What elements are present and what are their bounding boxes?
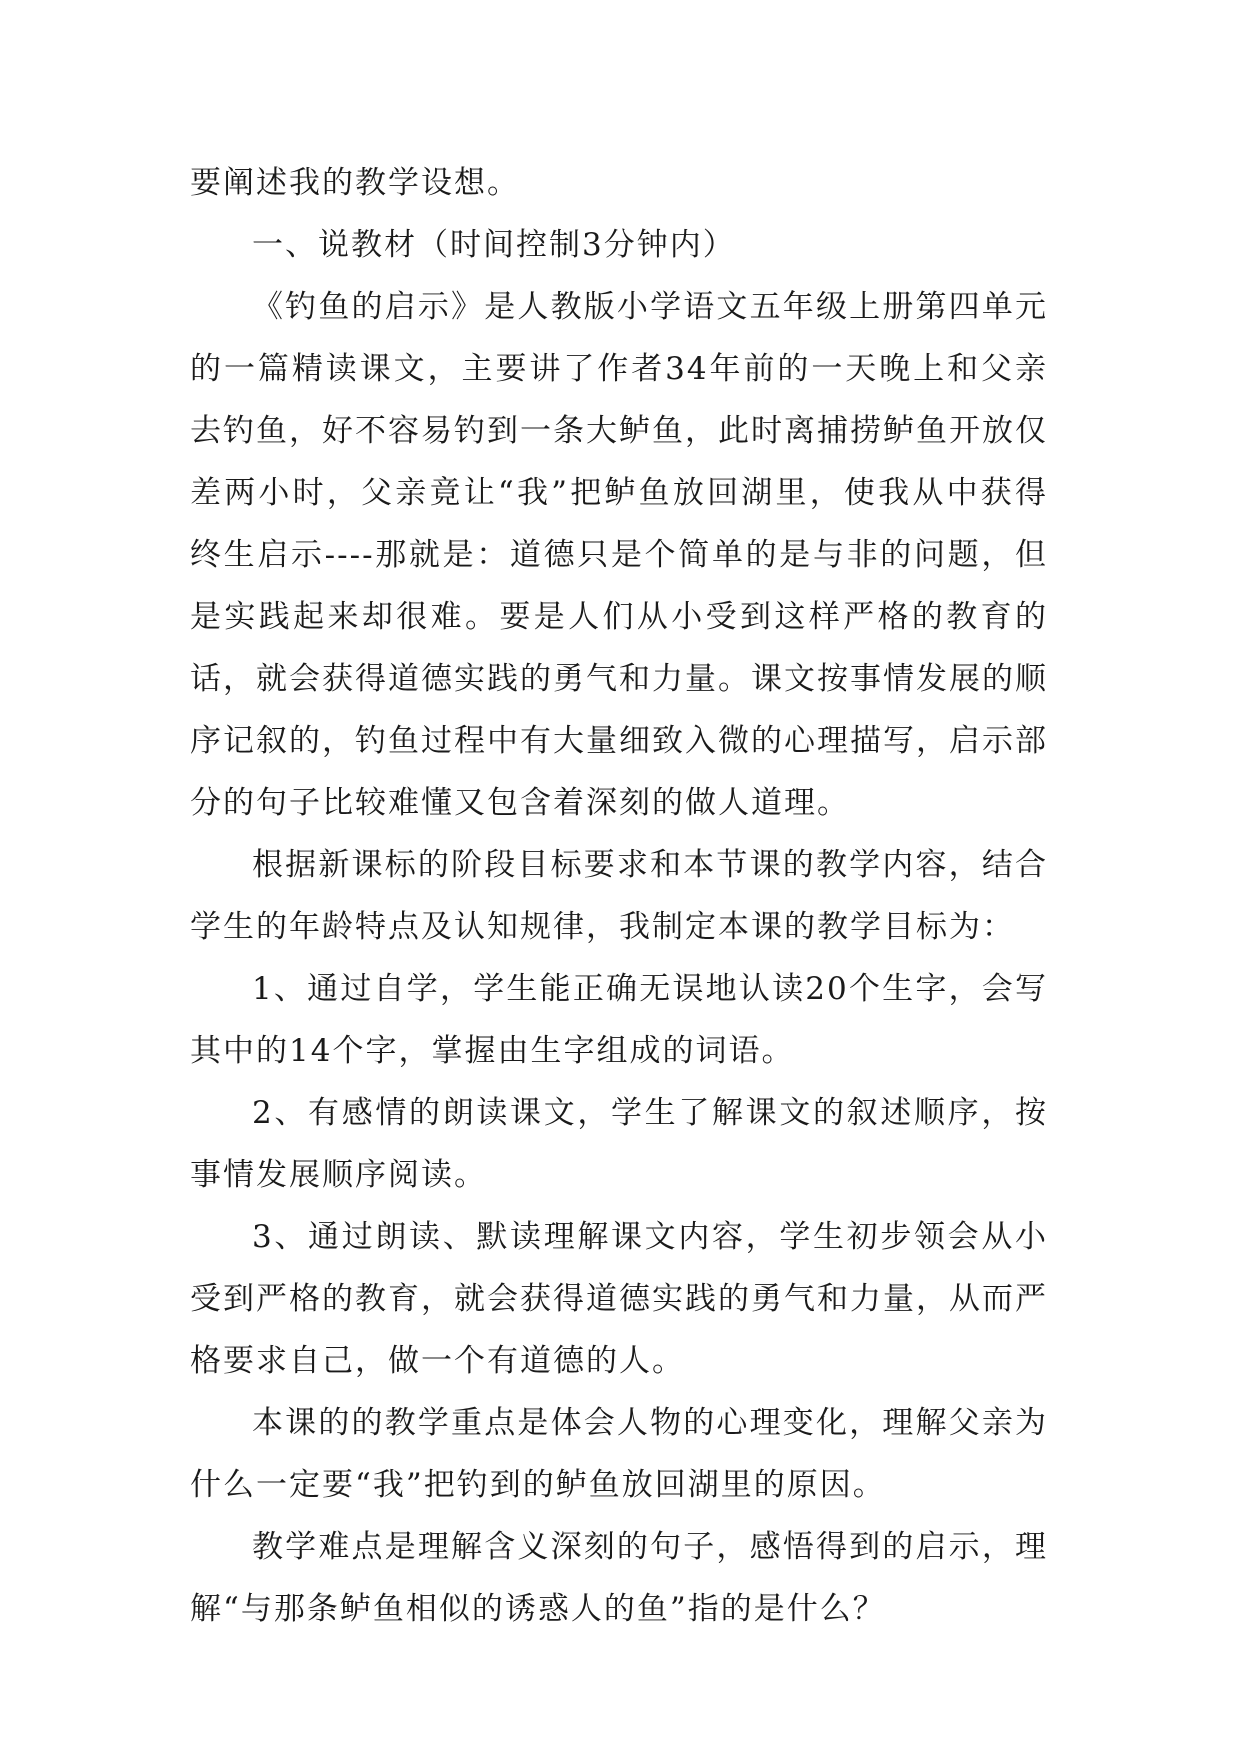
section-heading-textbook: 一、说教材（时间控制3分钟内） — [252, 227, 736, 263]
paragraph-goal-3: 3、通过朗读、默读理解课文内容，学生初步领会从小受到严格的教育，就会获得道德实践的勇气和力量，从而严格要求自己，做一个有道德的人。 — [190, 1219, 1048, 1379]
paragraph-difficulty: 教学难点是理解含义深刻的句子，感悟得到的启示，理解“与那条鲈鱼相似的诱惑人的鱼”指的是什么？ — [190, 1529, 1048, 1627]
paragraph-goal-2: 2、有感情的朗读课文，学生了解课文的叙述顺序，按事情发展顺序阅读。 — [190, 1095, 1048, 1193]
paragraph-text-intro: 《钓鱼的启示》是人教版小学语文五年级上册第四单元的一篇精读课文，主要讲了作者34年前的一天晚上和父亲去钓鱼，好不容易钓到一条大鲈鱼，此时离捕捞鲈鱼开放仅差两小时，父亲竟让“我”把鲈鱼放回湖里，使我从中获得终生启示----那就是：道德只是个简单的是与非的问题，但是实践起来却很难。要是人们从小受到这样严格的教育的话，就会获得道德实践的勇气和力量。课文按事情发展的顺序记叙的，钓鱼过程中有大量细致入微的心理描写，启示部分的句子比较难懂又包含着深刻的做人道理。 — [190, 289, 1048, 821]
paragraph-goals-intro: 根据新课标的阶段目标要求和本节课的教学内容，结合学生的年龄特点及认知规律，我制定本课的教学目标为： — [190, 847, 1048, 945]
paragraph-continuation: 要阐述我的教学设想。 — [190, 165, 520, 201]
paragraph-goal-1: 1、通过自学，学生能正确无误地认读20个生字，会写其中的14个字，掌握由生字组成的词语。 — [190, 971, 1048, 1069]
document-body — [190, 152, 1048, 1640]
paragraph-key-point: 本课的的教学重点是体会人物的心理变化，理解父亲为什么一定要“我”把钓到的鲈鱼放回湖里的原因。 — [190, 1405, 1048, 1503]
